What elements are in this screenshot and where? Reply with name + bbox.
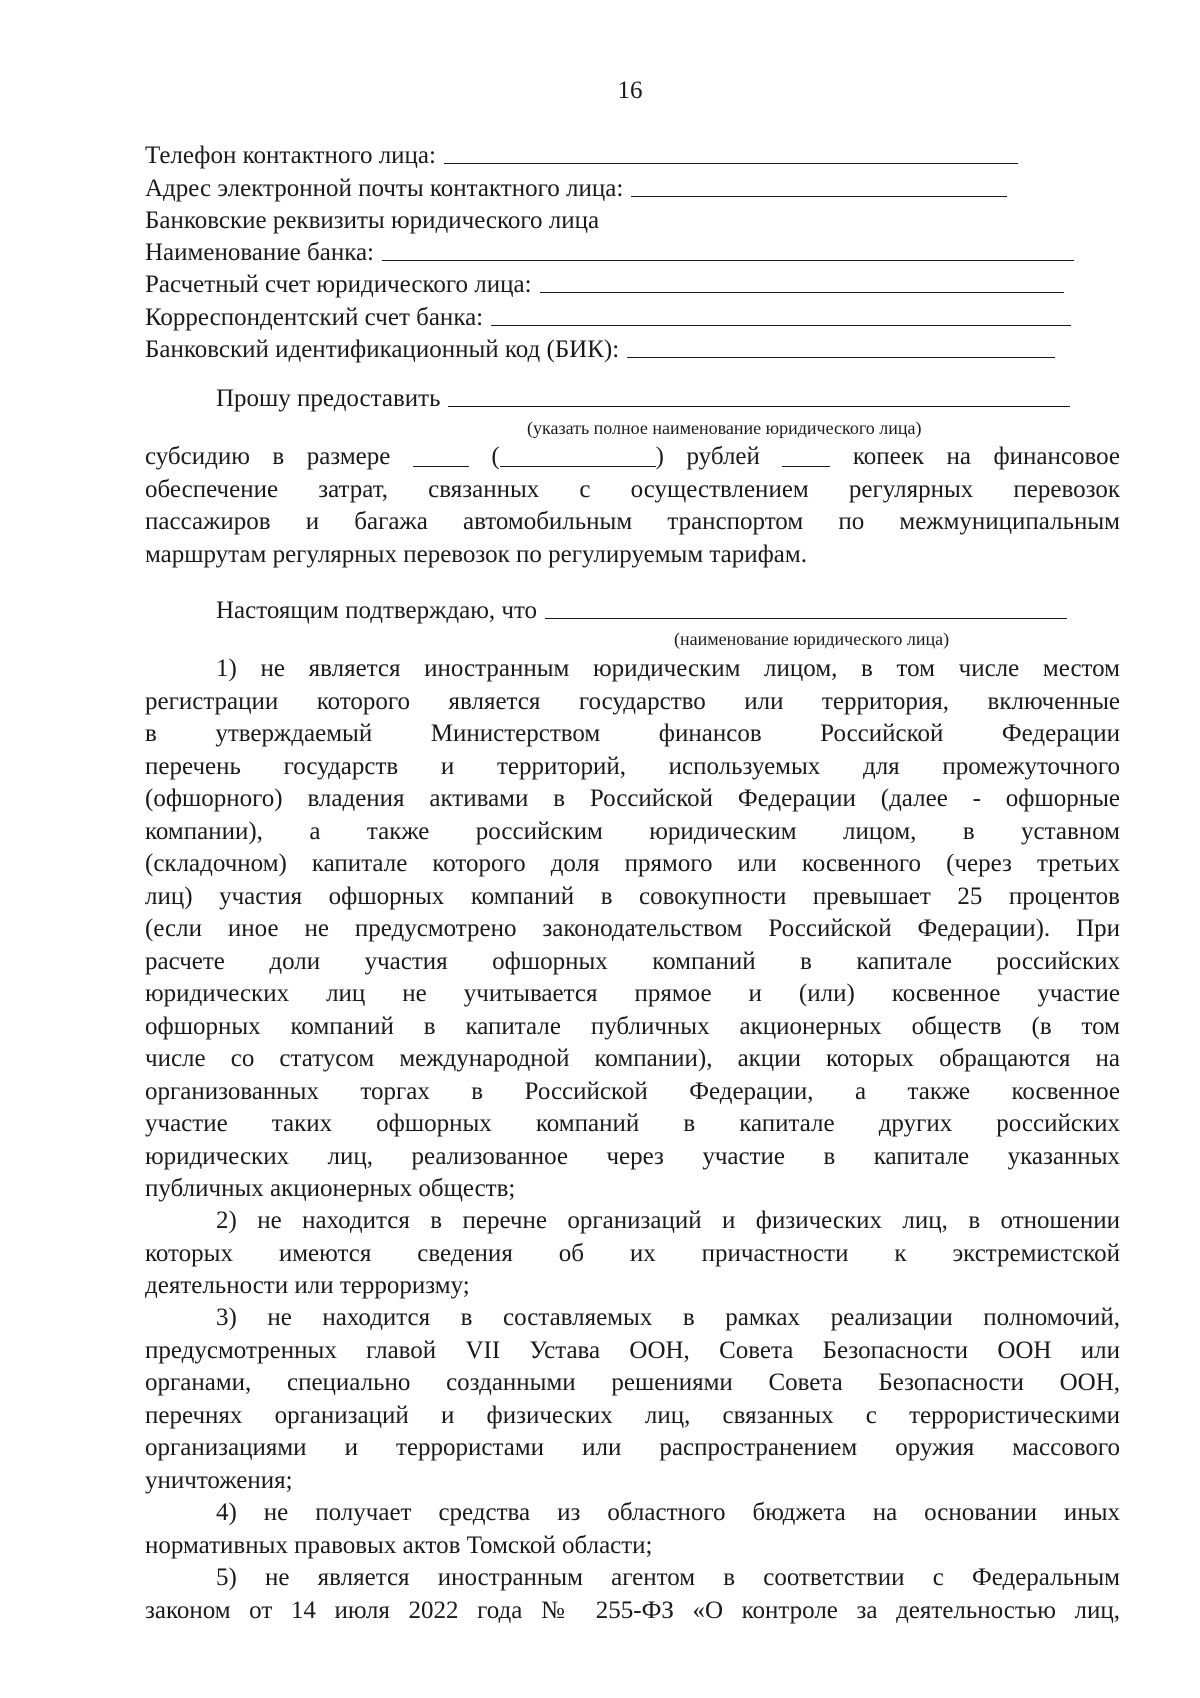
field-label: Адрес электронной почты контактного лица:	[145, 174, 624, 202]
field-label: Телефон контактного лица:	[145, 142, 436, 170]
correspondent-account-field	[145, 299, 1120, 331]
confirm-label: Настоящим подтверждаю, что	[216, 597, 538, 624]
field-label: Наименование банка:	[145, 239, 375, 267]
text-line: в утверждаемый Министерством финансов Российской Федерации	[145, 720, 1120, 747]
text-line: публичных акционерных обществ;	[145, 1175, 516, 1202]
text-line: (если иное не предусмотрено законодательством Российской Федерации). При	[145, 915, 1120, 942]
text-line: расчете доли участия офшорных компаний в капитале российских	[145, 947, 1120, 975]
text-line: маршрутам регулярных перевозок по регулируемым тарифам.	[145, 540, 807, 568]
item-5-paragraph	[145, 1562, 1120, 1627]
text-line: регистрации которого является государство или территория, включенные	[145, 687, 1120, 715]
request-label: Прошу предоставить	[216, 385, 441, 412]
subsidy-text-2: рублей	[686, 443, 760, 470]
text-line: которых имеются сведения об их причастности к экстремистской	[145, 1239, 1120, 1267]
text-line: перечень государств и территорий, используемых для промежуточного	[145, 752, 1120, 780]
text-line: участие таких офшорных компаний в капитале других российских	[145, 1110, 1120, 1137]
subsidy-line: субсидию в размере ( ) рублей копеек на финансовое	[145, 443, 1121, 470]
phone-field	[145, 138, 1120, 170]
amount-rubles-blank[interactable]	[413, 444, 469, 467]
confirm-hint: (наименование юридического лица)	[674, 629, 950, 649]
page-number: 16	[617, 77, 643, 104]
text-line: нормативных правовых актов Томской области;	[145, 1531, 653, 1559]
bik-blank[interactable]	[627, 335, 1055, 358]
text-line: 4) не получает средства из областного бюджета на основании иных	[216, 1499, 1120, 1526]
text-line: офшорных компаний в капитале публичных акционерных обществ (в том	[145, 1012, 1120, 1040]
email-field	[145, 170, 1120, 202]
bank-details-heading	[145, 203, 1120, 235]
text-line: уничтожения;	[145, 1466, 293, 1494]
confirm-line	[216, 596, 1067, 625]
field-label: Расчетный счет юридического лица:	[145, 271, 532, 299]
email-blank[interactable]	[631, 174, 1007, 197]
text-line: юридических лиц не учитывается прямое и (или) косвенное участие	[145, 980, 1120, 1007]
text-line: деятельности или терроризму;	[145, 1272, 470, 1299]
text-line: перечнях организаций и физических лиц, связанных с террористическими	[145, 1401, 1120, 1429]
amount-kopecks-blank[interactable]	[782, 444, 830, 467]
organization-name-blank[interactable]	[448, 384, 1070, 407]
phone-blank[interactable]	[444, 141, 1018, 164]
subsidy-text-3: копеек на финансовое	[852, 443, 1121, 470]
item-3-paragraph	[145, 1302, 1120, 1497]
bank-name-field	[145, 235, 1120, 267]
text-line: 2) не находится в перечне организаций и физических лиц, в отношении	[216, 1207, 1120, 1234]
request-hint: (указать полное наименование юридического лица)	[527, 418, 922, 438]
text-line: организациями и террористами или распространением оружия массового	[145, 1434, 1120, 1461]
text-line: (офшорного) владения активами в Российской Федерации (далее - офшорные	[145, 785, 1120, 812]
text-line: организованных торгах в Российской Федерации, а также косвенное	[145, 1077, 1120, 1105]
text-line: 1) не является иностранным юридическим лицом, в том числе местом	[216, 655, 1120, 682]
text-line: (складочном) капитале которого доля прямого или косвенного (через третьих	[145, 850, 1120, 877]
request-line	[216, 384, 1116, 413]
item-1-paragraph	[145, 653, 1120, 1206]
field-label: Банковские реквизиты юридического лица	[145, 206, 600, 234]
amount-words-blank[interactable]	[500, 444, 656, 467]
settlement-account-blank[interactable]	[540, 270, 1064, 293]
text-line: 5) не является иностранным агентом в соответствии с Федеральным	[216, 1564, 1120, 1591]
settlement-account-field	[145, 267, 1120, 299]
confirm-organization-blank[interactable]	[545, 596, 1067, 619]
text-line: обеспечение затрат, связанных с осуществлением регулярных перевозок	[145, 475, 1120, 503]
contact-fields	[145, 138, 1120, 364]
bik-field	[145, 332, 1120, 364]
text-line: лиц) участия офшорных компаний в совокупности превышает 25 процентов	[145, 882, 1120, 910]
field-label: Корреспондентский счет банка:	[145, 303, 484, 331]
item-2-paragraph	[145, 1205, 1120, 1303]
text-line: законом от 14 июля 2022 года № 255-ФЗ «О контроле за деятельностью лиц,	[145, 1596, 1120, 1624]
text-line: 3) не находится в составляемых в рамках реализации полномочий,	[216, 1304, 1120, 1331]
field-label: Банковский идентификационный код (БИК):	[145, 336, 620, 364]
text-line: числе со статусом международной компании), акции которых обращаются на	[145, 1045, 1120, 1072]
text-line: предусмотренных главой VII Устава ООН, Совета Безопасности ООН или	[145, 1336, 1120, 1364]
text-line: органами, специально созданными решениями Совета Безопасности ООН,	[145, 1369, 1120, 1396]
subsidy-paragraph	[145, 441, 1120, 571]
subsidy-text-1: субсидию в размере	[145, 443, 391, 470]
bank-name-blank[interactable]	[382, 238, 1074, 261]
text-line: пассажиров и багажа автомобильным транспортом по межмуниципальным	[145, 508, 1120, 535]
item-4-paragraph	[145, 1497, 1120, 1562]
correspondent-account-blank[interactable]	[491, 303, 1071, 326]
text-line: юридических лиц, реализованное через участие в капитале указанных	[145, 1142, 1120, 1170]
text-line: компании), а также российским юридическим лицом, в уставном	[145, 817, 1120, 845]
